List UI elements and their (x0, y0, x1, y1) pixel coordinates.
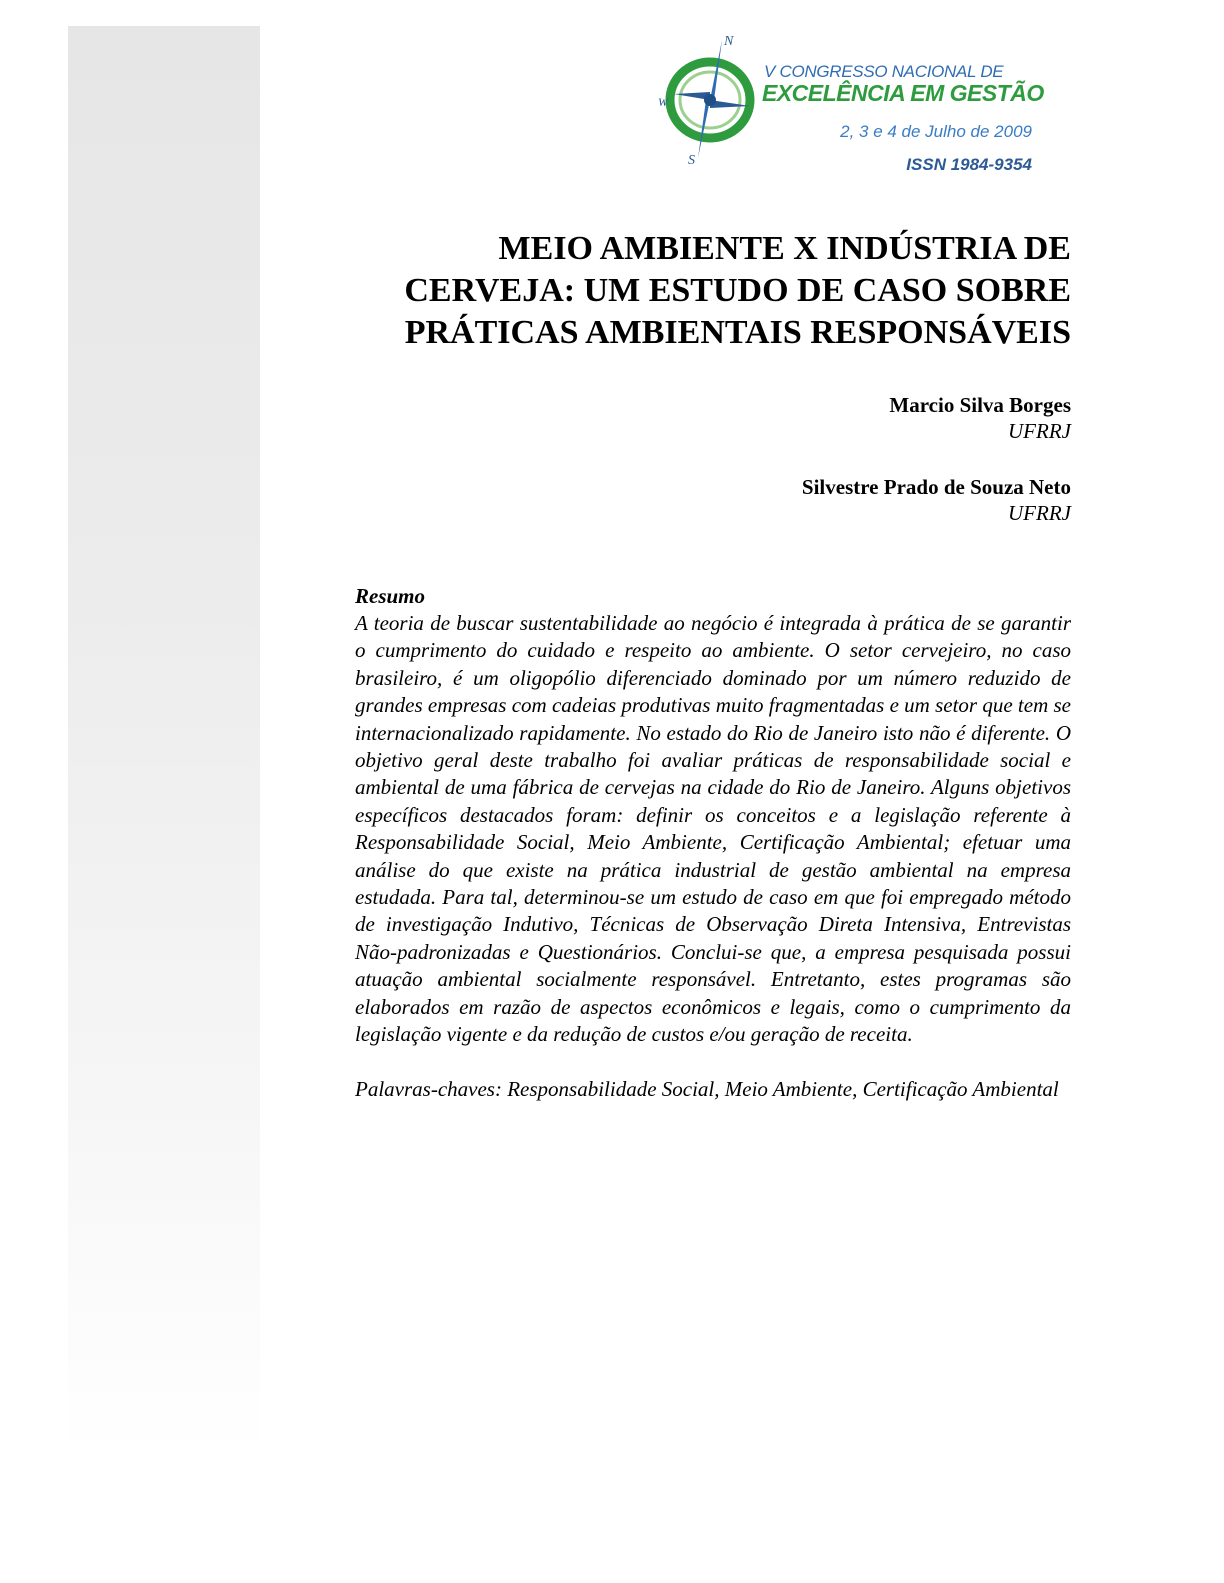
author-name: Marcio Silva Borges (889, 393, 1071, 417)
abstract-body: A teoria de buscar sustentabilidade ao negócio é integrada à prática de se garantir o cumprimento do cuidado e respeito ao ambiente. O setor cervejeiro, no caso brasileiro, é um oligopólio diferenciado dominado por um número reduzido de grandes empresas com cadeias produtivas muito fragmentadas e um setor que tem se internacionalizado rapidamente. No estado do Rio de Janeiro isto não é diferente. O objetivo geral deste trabalho foi avaliar práticas de responsabilidade social e ambiental de uma fábrica de cervejas na cidade do Rio de Janeiro. Alguns objetivos específicos destacados foram: definir os conceitos e a legislação referente à Responsabilidade Social, Meio Ambiente, Certificação Ambiental; efetuar uma análise do que existe na prática industrial de gestão ambiental na empresa estudada. Para tal, determinou-se um estudo de caso em que foi empregado método de investigação Indutivo, Técnicas de Observação Direta Intensiva, Entrevistas Não-padronizadas e Questionários. Conclui-se que, a empresa pesquisada possui atuação ambiental socialmente responsável. Entretanto, estes programas são elaborados em razão de aspectos econômicos e legais, como o cumprimento da legislação vigente e da redução de custos e/ou geração de receita. (355, 611, 1071, 1047)
compass-north-letter: N (724, 34, 734, 49)
congress-dates: 2, 3 e 4 de Julho de 2009 (840, 122, 1032, 141)
side-gray-band (68, 26, 260, 1456)
abstract-heading: Resumo (355, 584, 426, 608)
author-block-1 (889, 392, 1071, 444)
keywords: Palavras-chaves: Responsabilidade Social, Meio Ambiente, Certificação Ambiental (355, 1076, 1059, 1101)
issn-number: ISSN 1984-9354 (906, 155, 1032, 174)
paper-title (340, 228, 1071, 354)
author-name: Silvestre Prado de Souza Neto (801, 475, 1071, 499)
compass-south-letter: S (688, 153, 695, 168)
title-line-3: PRÁTICAS AMBIENTAIS RESPONSÁVEIS (404, 314, 1071, 351)
title-line-2: CERVEJA: UM ESTUDO DE CASO SOBRE (404, 272, 1071, 309)
abstract-section (355, 582, 1071, 1103)
compass-west-letter: W (658, 95, 668, 109)
congress-name-line1: V CONGRESSO NACIONAL DE (764, 62, 1004, 81)
author-affiliation: UFRRJ (1008, 419, 1071, 443)
author-affiliation: UFRRJ (1008, 501, 1071, 525)
title-line-1: MEIO AMBIENTE X INDÚSTRIA DE (498, 230, 1071, 267)
compass-icon (652, 30, 762, 170)
congress-logo (652, 30, 1052, 180)
congress-name-line2: EXCELÊNCIA EM GESTÃO (762, 80, 1044, 106)
author-block-2 (802, 474, 1071, 526)
